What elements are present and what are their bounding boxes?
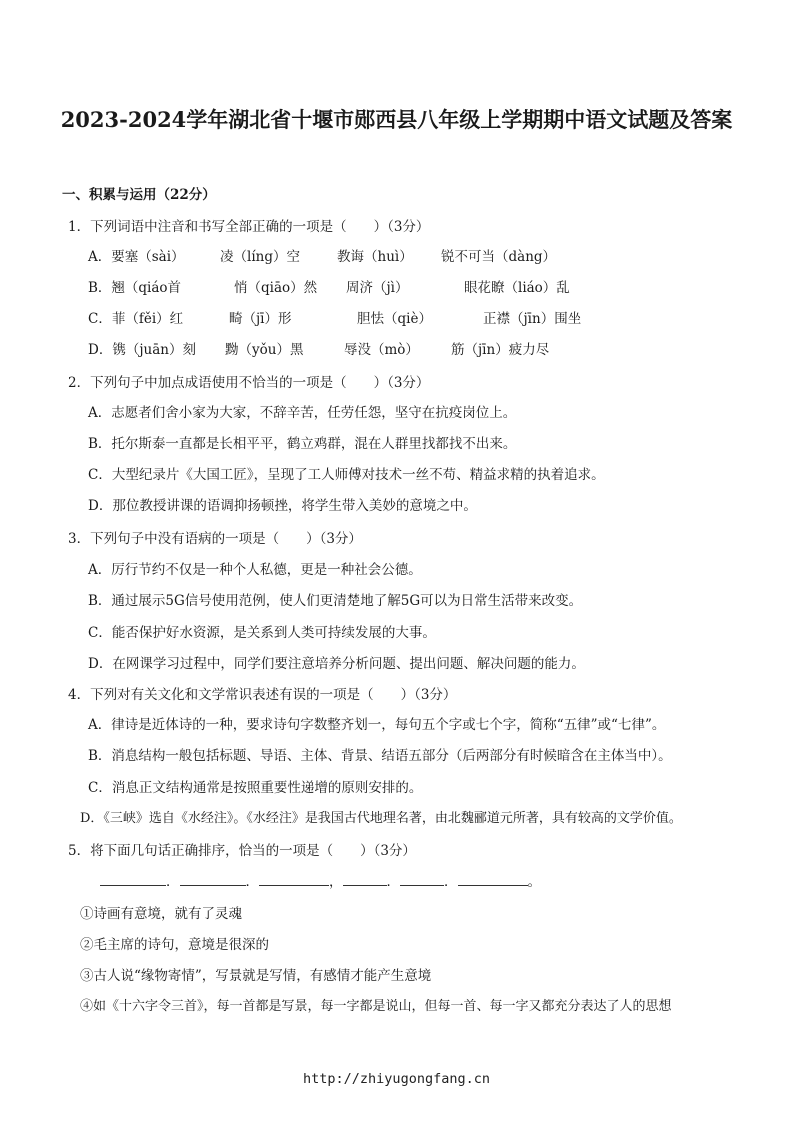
question-4-stem: 4．下列对有关文化和文学常识表述有误的一项是（ ）（3分） [68, 687, 457, 703]
blank-end-mark: 。 [527, 874, 541, 890]
question-1-stem: 1．下列词语中注音和书写全部正确的一项是（ ）（3分） [68, 219, 430, 235]
answer-blank[interactable] [400, 873, 444, 886]
q1-a-word-1: A．要塞（sài） [88, 249, 185, 265]
q2-option-d: D．那位教授讲课的语调抑扬顿挫，将学生带入美妙的意境之中。 [88, 498, 477, 514]
q3-option-b: B．通过展示5G信号使用范例，使人们更清楚地了解5G可以为日常生活带来改变。 [88, 593, 583, 609]
q5-item-1: ①诗画有意境，就有了灵魂 [80, 906, 242, 922]
answer-blank[interactable] [100, 873, 166, 886]
question-5-stem: 5．将下面几句话正确排序，恰当的一项是（ ）（3分） [68, 843, 416, 859]
q1-d-word-2: 黝（yǒu）黑 [225, 342, 304, 358]
q1-option-d [88, 341, 549, 359]
q1-c-word-1: C．菲（fěi）红 [88, 311, 184, 327]
q1-a-word-2: 凌（líng）空 [220, 249, 300, 265]
q1-option-c [88, 310, 581, 328]
q1-d-word-1: D．镌（juān）刻 [88, 342, 196, 358]
q3-option-c: C．能否保护好水资源，是关系到人类可持续发展的大事。 [88, 625, 436, 641]
answer-blank[interactable] [259, 873, 329, 886]
q4-option-c: C．消息正文结构通常是按照重要性递增的原则安排的。 [88, 780, 423, 796]
q1-b-word-4: 眼花瞭（liáo）乱 [464, 280, 570, 296]
answer-blank[interactable] [458, 873, 528, 886]
q1-c-word-4: 正襟（jīn）围坐 [483, 311, 582, 327]
q4-option-a: A．律诗是近体诗的一种，要求诗句字数整齐划一，每句五个字或七个字，简称“五律”或“七律”。 [88, 717, 666, 733]
q5-item-3: ③古人说“缘物寄情”，写景就是写情，有感情才能产生意境 [80, 968, 432, 984]
q3-option-a: A．厉行节约不仅是一种个人私德，更是一种社会公德。 [88, 562, 422, 578]
q5-item-4: ④如《十六字令三首》，每一首都是写景，每一字都是说山，但每一首、每一字又都充分表达了人的思想 [80, 999, 672, 1014]
q1-a-word-4: 锐不可当（dàng） [441, 249, 557, 265]
q1-d-word-3: 辱没（mò） [344, 342, 419, 358]
section-heading: 一、积累与运用（22分） [62, 187, 216, 203]
q1-option-a [88, 248, 556, 266]
q5-item-2: ②毛主席的诗句，意境是很深的 [80, 937, 269, 953]
question-2-stem: 2．下列句子中加点成语使用不恰当的一项是（ ）（3分） [68, 375, 430, 391]
q3-option-d: D．在网课学习过程中，同学们要注意培养分析问题、提出问题、解决问题的能力。 [88, 656, 585, 672]
q1-d-word-4: 筋（jīn）疲力尽 [451, 342, 550, 358]
q1-b-word-1: B．翘（qiáo首 [88, 280, 182, 296]
q1-c-word-2: 畸（jī）形 [229, 311, 292, 327]
q2-option-a: A．志愿者们舍小家为大家，不辞辛苦，任劳任怨，坚守在抗疫岗位上。 [88, 405, 517, 421]
q2-option-b: B．托尔斯泰一直都是长相平平，鹤立鸡群，混在人群里找都找不出来。 [88, 436, 517, 452]
q4-option-d: D．《三峡》选自《水经注》。《水经注》是我国古代地理名著，由北魏郦道元所著，具有较高的文学价值。 [80, 811, 682, 826]
q2-option-c: C．大型纪录片《大国工匠》，呈现了工人师傅对技术一丝不苟、精益求精的执着追求。 [88, 467, 605, 483]
q1-b-word-3: 周济（jì） [346, 280, 409, 296]
footer-url: http://zhiyugongfang.cn [303, 1071, 490, 1087]
answer-blank[interactable] [180, 873, 246, 886]
page-title: 2023-2024学年湖北省十堰市郧西县八年级上学期期中语文试题及答案 [60, 107, 733, 132]
question-3-stem: 3．下列句子中没有语病的一项是（ ）（3分） [68, 531, 362, 547]
q4-option-b: B．消息结构一般包括标题、导语、主体、背景、结语五部分（后两部分有时候暗含在主体当中）。 [88, 748, 672, 764]
q1-a-word-3: 教诲（huì） [337, 249, 413, 265]
q1-b-word-2: 悄（qiāo）然 [234, 280, 318, 296]
q1-option-b [88, 279, 570, 297]
q5-answer-blanks: ． ． ， ． ． 。 [100, 873, 541, 891]
q1-c-word-3: 胆怯（qiè） [357, 311, 432, 327]
answer-blank[interactable] [343, 873, 387, 886]
